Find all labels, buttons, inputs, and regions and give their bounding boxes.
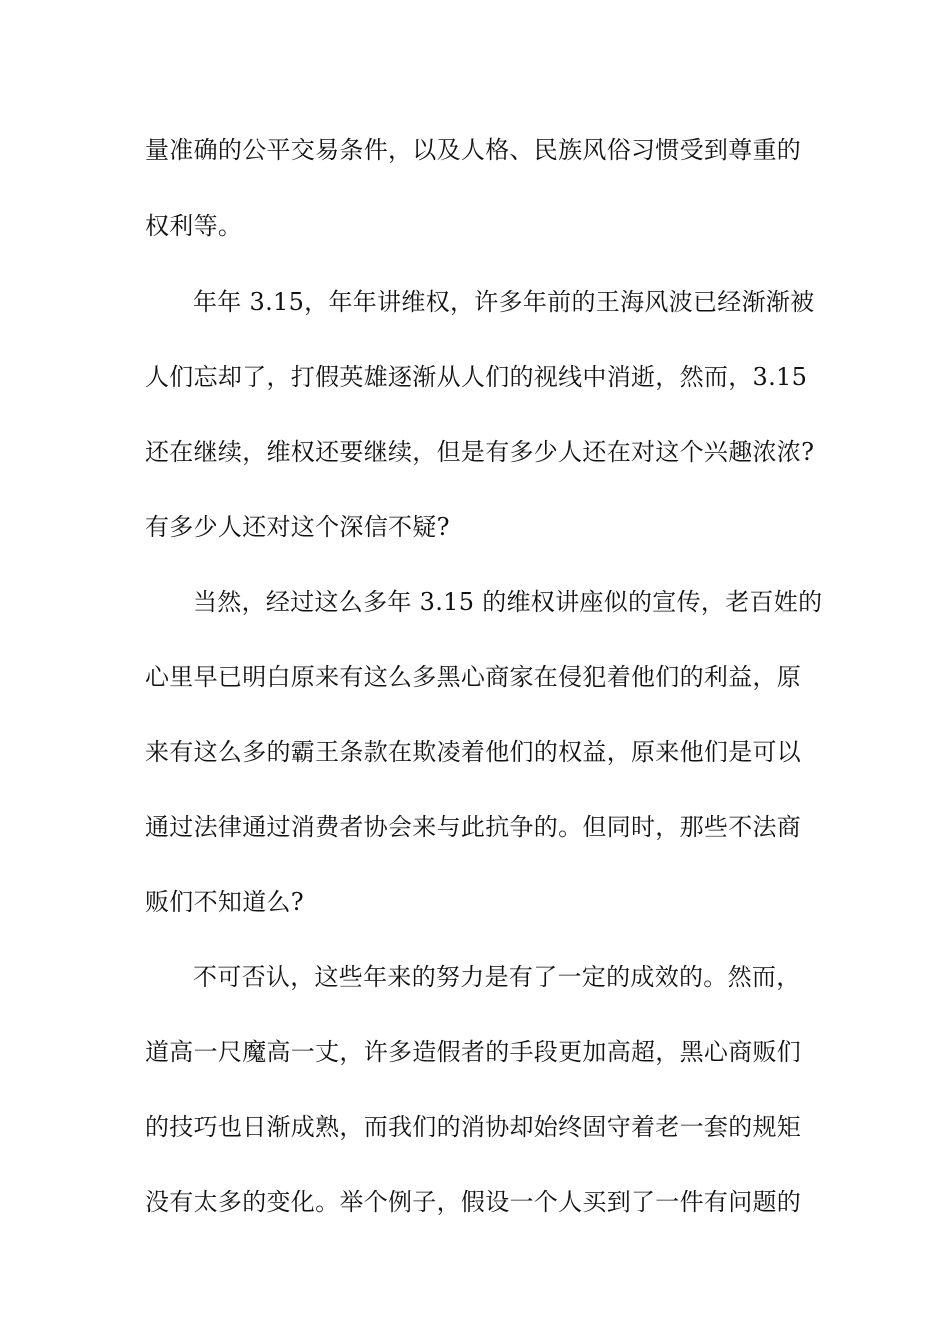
- paragraph-first-line: 不可否认，这些年来的努力是有了一定的成效的。然而，: [193, 963, 801, 991]
- text-line: 没有太多的变化。举个例子，假设一个人买到了一件有问题的: [145, 1188, 802, 1216]
- text-line: 来有这么多的霸王条款在欺凌着他们的权益，原来他们是可以: [145, 738, 802, 766]
- text-line: 贩们不知道么?: [145, 888, 304, 916]
- text-line: 的技巧也日渐成熟，而我们的消协却始终固守着老一套的规矩: [145, 1113, 802, 1141]
- text-line: 心里早已明白原来有这么多黑心商家在侵犯着他们的利益，原: [145, 663, 802, 691]
- paragraph-first-line: 当然，经过这么多年 3.15 的维权讲座似的宣传，老百姓的: [193, 588, 823, 616]
- text-line: 还在继续，维权还要继续，但是有多少人还在对这个兴趣浓浓?: [145, 438, 815, 466]
- text-line: 权利等。: [145, 212, 243, 240]
- text-line: 通过法律通过消费者协会来与此抗争的。但同时，那些不法商: [145, 813, 802, 841]
- text-line: 有多少人还对这个深信不疑?: [145, 513, 450, 541]
- text-line: 人们忘却了，打假英雄逐渐从人们的视线中消逝，然而，3.15: [145, 363, 808, 391]
- paragraph-first-line: 年年 3.15，年年讲维权，许多年前的王海风波已经渐渐被: [193, 288, 815, 316]
- text-line: 量准确的公平交易条件，以及人格、民族风俗习惯受到尊重的: [145, 136, 802, 164]
- text-line: 道高一尺魔高一丈，许多造假者的手段更加高超，黑心商贩们: [145, 1038, 802, 1066]
